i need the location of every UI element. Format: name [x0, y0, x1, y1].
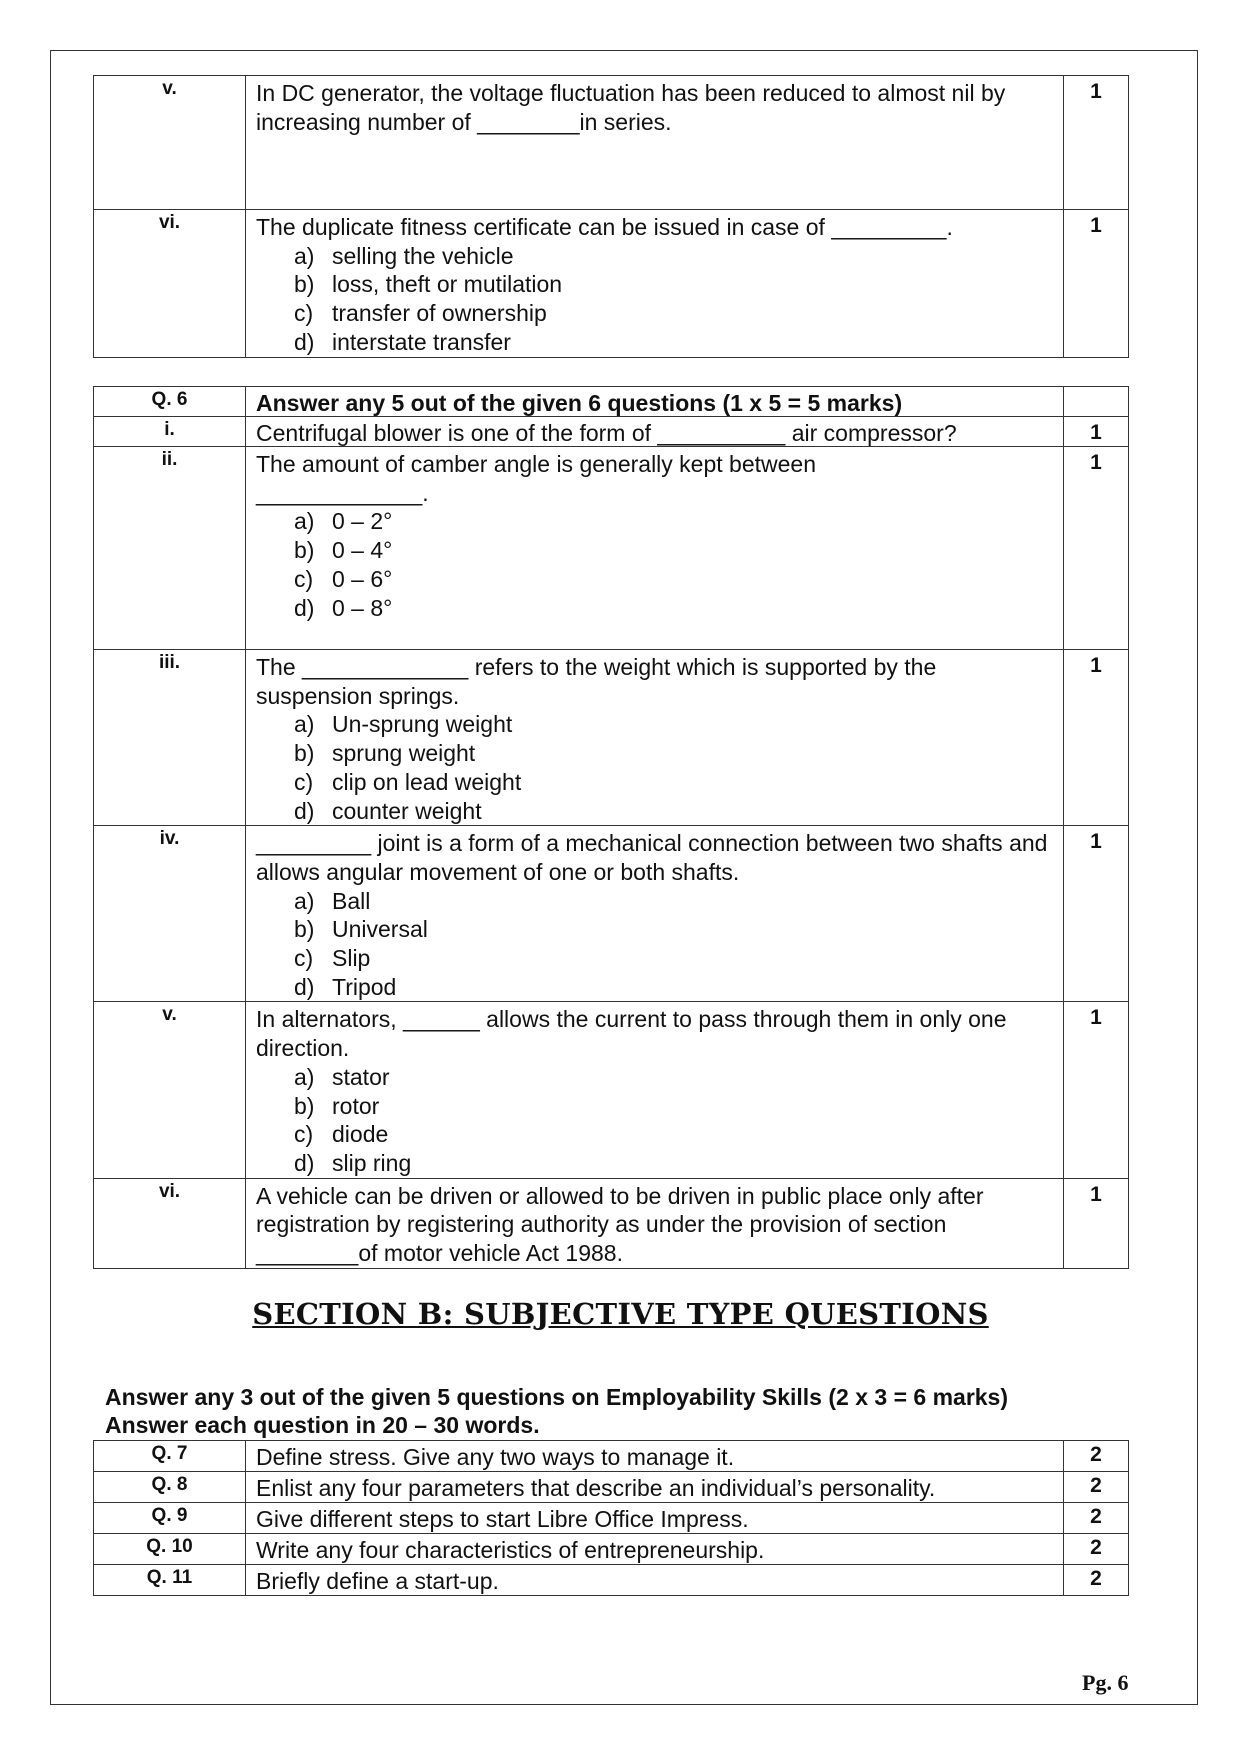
- option-item: [294, 299, 1055, 328]
- question-text: Briefly define a start-up.: [246, 1565, 1064, 1596]
- table-row: [94, 1441, 1129, 1472]
- question-text: [246, 447, 1064, 650]
- question-table-q6: [93, 386, 1129, 1269]
- question-text: [246, 417, 1064, 447]
- option-item: [294, 1149, 1055, 1178]
- question-number: Q. 8: [94, 1472, 246, 1503]
- option-label: a): [294, 1063, 315, 1090]
- option-label: d): [294, 973, 315, 1000]
- instruction-line: Answer each question in 20 – 30 words.: [105, 1412, 540, 1438]
- option-text: 0 – 6°: [332, 565, 393, 592]
- question-number: vi.: [94, 210, 246, 358]
- option-item: [294, 710, 1055, 739]
- option-text: 0 – 4°: [332, 537, 393, 564]
- table-row: [94, 1503, 1129, 1534]
- question-text: [246, 1178, 1064, 1268]
- table-row: [94, 76, 1129, 210]
- question-marks: 1: [1064, 76, 1129, 210]
- question-marks: 1: [1064, 447, 1129, 650]
- option-text: Slip: [332, 945, 371, 972]
- question-stem: The amount of camber angle is generally kept between _____________.: [256, 451, 816, 506]
- table-row: [94, 447, 1129, 650]
- table-row: [94, 1472, 1129, 1503]
- option-text: Ball: [332, 887, 371, 914]
- option-text: 0 – 2°: [332, 508, 393, 535]
- question-marks: 2: [1064, 1565, 1129, 1596]
- question-text: Enlist any four parameters that describe an individual’s personality.: [246, 1472, 1064, 1503]
- question-text: [246, 210, 1064, 358]
- option-item: [294, 1063, 1055, 1092]
- option-label: a): [294, 242, 315, 269]
- option-label: a): [294, 887, 315, 914]
- option-label: a): [294, 711, 315, 738]
- option-label: b): [294, 740, 315, 767]
- option-label: c): [294, 1121, 314, 1148]
- option-label: c): [294, 945, 314, 972]
- option-text: 0 – 8°: [332, 594, 393, 621]
- option-text: rotor: [332, 1092, 380, 1119]
- table-row: [94, 387, 1129, 417]
- option-text: Universal: [332, 916, 428, 943]
- option-text: transfer of ownership: [332, 300, 547, 327]
- option-item: [294, 1092, 1055, 1121]
- option-label: d): [294, 328, 315, 355]
- option-text: slip ring: [332, 1149, 412, 1176]
- question-marks: 1: [1064, 1002, 1129, 1178]
- option-item: [294, 973, 1055, 1002]
- instruction-line: Answer any 3 out of the given 5 questions on Employability Skills (2 x 3 = 6 marks): [105, 1384, 1009, 1410]
- table-row: [94, 1534, 1129, 1565]
- question-text: Write any four characteristics of entrepreneurship.: [246, 1534, 1064, 1565]
- question-marks: 1: [1064, 417, 1129, 447]
- question-text: [246, 1002, 1064, 1178]
- question-text: [246, 76, 1064, 210]
- option-label: c): [294, 565, 314, 592]
- option-label: b): [294, 537, 315, 564]
- table-row: [94, 1002, 1129, 1178]
- option-item: [294, 797, 1055, 826]
- option-label: c): [294, 300, 314, 327]
- question-number: iv.: [94, 826, 246, 1002]
- question-marks: 2: [1064, 1472, 1129, 1503]
- section-instructions: [105, 1383, 1008, 1439]
- option-label: b): [294, 271, 315, 298]
- question-text: Give different steps to start Libre Office Impress.: [246, 1503, 1064, 1534]
- question-stem: In DC generator, the voltage fluctuation has been reduced to almost nil by increasing number of ________in series.: [256, 80, 1006, 135]
- section-title: SECTION B: SUBJECTIVE TYPE QUESTIONS: [252, 1297, 989, 1331]
- table-row: [94, 1565, 1129, 1596]
- table-row: [94, 1178, 1129, 1268]
- option-item: [294, 565, 1055, 594]
- option-item: [294, 944, 1055, 973]
- option-item: [294, 594, 1055, 623]
- question-number: ii.: [94, 447, 246, 650]
- options-list: [256, 242, 1055, 357]
- options-list: [256, 887, 1055, 1002]
- question-marks: 1: [1064, 1178, 1129, 1268]
- question-stem: Centrifugal blower is one of the form of __________ air compressor?: [256, 420, 957, 446]
- question-number: Q. 10: [94, 1534, 246, 1565]
- option-text: counter weight: [332, 797, 482, 824]
- question-number: Q. 11: [94, 1565, 246, 1596]
- question-marks: 1: [1064, 210, 1129, 358]
- question-marks: 2: [1064, 1503, 1129, 1534]
- question-marks: 1: [1064, 826, 1129, 1002]
- options-list: [256, 1063, 1055, 1178]
- question-text: [246, 826, 1064, 1002]
- option-item: [294, 768, 1055, 797]
- option-label: d): [294, 1149, 315, 1176]
- question-stem: In alternators, ______ allows the current to pass through them in only one direction.: [256, 1006, 1007, 1062]
- option-text: selling the vehicle: [332, 242, 514, 269]
- options-list: [256, 507, 1055, 622]
- question-table-section-b: [93, 1440, 1129, 1596]
- question-stem: The _____________ refers to the weight which is supported by the suspension springs.: [256, 654, 937, 709]
- option-text: loss, theft or mutilation: [332, 271, 563, 298]
- option-text: stator: [332, 1063, 390, 1090]
- option-label: b): [294, 916, 315, 943]
- option-item: [294, 328, 1055, 357]
- option-text: Un-sprung weight: [332, 711, 513, 738]
- question-table-q5-continued: [93, 75, 1129, 358]
- question-stem: A vehicle can be driven or allowed to be driven in public place only after registration by registering authority as under the provision of section ________of motor vehicle Act 1988.: [256, 1182, 984, 1267]
- question-marks: [1064, 387, 1129, 417]
- option-label: b): [294, 1092, 315, 1119]
- option-label: a): [294, 508, 315, 535]
- question-text: Define stress. Give any two ways to manage it.: [246, 1441, 1064, 1472]
- table-row: [94, 826, 1129, 1002]
- question-text: [246, 650, 1064, 826]
- table-row: [94, 417, 1129, 447]
- option-item: [294, 536, 1055, 565]
- option-text: Tripod: [332, 973, 397, 1000]
- option-item: [294, 270, 1055, 299]
- table-row: [94, 650, 1129, 826]
- question-number: vi.: [94, 1178, 246, 1268]
- options-list: [256, 710, 1055, 825]
- question-stem: The duplicate fitness certificate can be issued in case of _________.: [256, 214, 953, 240]
- question-number: Q. 9: [94, 1503, 246, 1534]
- table-row: [94, 210, 1129, 358]
- option-item: [294, 507, 1055, 536]
- question-number: Q. 7: [94, 1441, 246, 1472]
- section-heading: Answer any 5 out of the given 6 questions (1 x 5 = 5 marks): [246, 387, 1064, 417]
- question-number: v.: [94, 76, 246, 210]
- option-text: diode: [332, 1121, 389, 1148]
- question-marks: 2: [1064, 1441, 1129, 1472]
- option-item: [294, 739, 1055, 768]
- question-marks: 2: [1064, 1534, 1129, 1565]
- question-number: v.: [94, 1002, 246, 1178]
- question-number: i.: [94, 417, 246, 447]
- option-item: [294, 242, 1055, 271]
- option-label: c): [294, 768, 314, 795]
- option-label: d): [294, 797, 315, 824]
- question-marks: 1: [1064, 650, 1129, 826]
- option-label: d): [294, 594, 315, 621]
- question-stem: _________ joint is a form of a mechanical connection between two shafts and allows angular movement of one or both shafts.: [256, 830, 1048, 885]
- option-text: interstate transfer: [332, 328, 511, 355]
- page-number: Pg. 6: [1082, 1670, 1129, 1695]
- option-item: [294, 1120, 1055, 1149]
- question-number: iii.: [94, 650, 246, 826]
- question-number: Q. 6: [94, 387, 246, 417]
- option-item: [294, 887, 1055, 916]
- option-text: clip on lead weight: [332, 768, 522, 795]
- option-item: [294, 915, 1055, 944]
- option-text: sprung weight: [332, 740, 476, 767]
